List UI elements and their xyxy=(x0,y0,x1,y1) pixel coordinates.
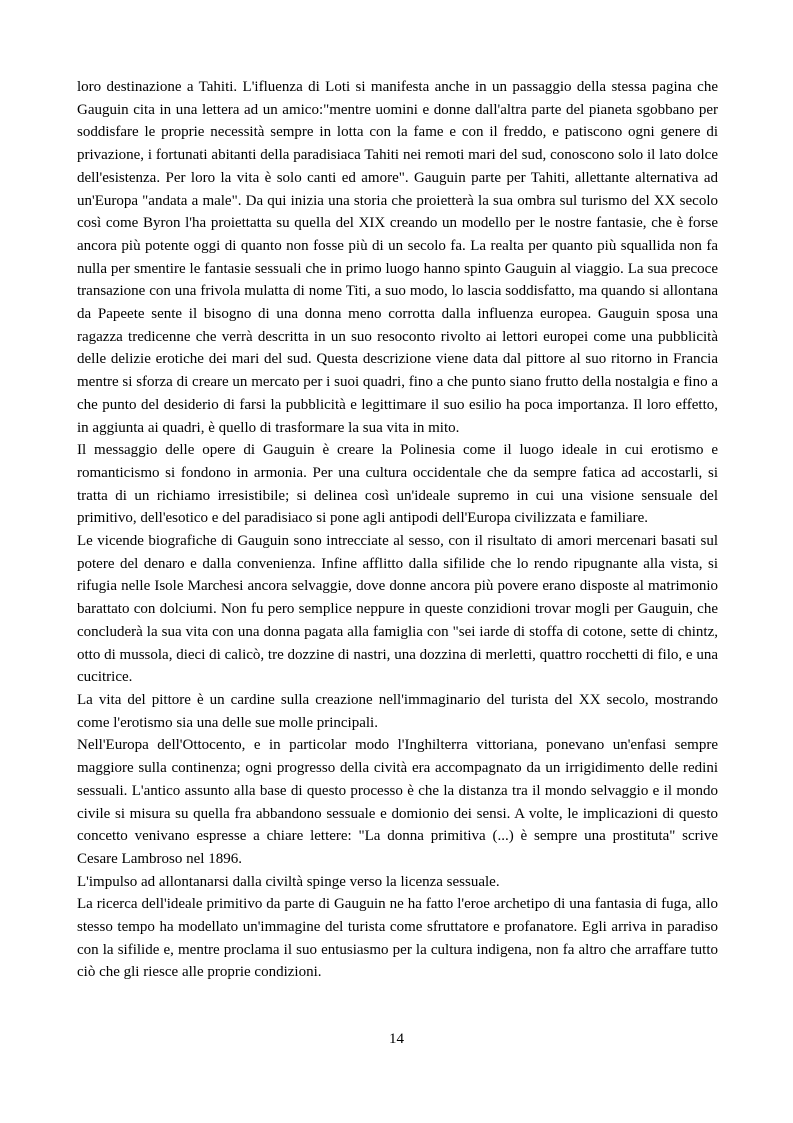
body-text xyxy=(77,76,718,984)
paragraph: L'impulso ad allontanarsi dalla civiltà spinge verso la licenza sessuale. xyxy=(77,873,500,890)
paragraph: Il messaggio delle opere di Gauguin è creare la Polinesia come il luogo ideale in cui erotismo e romanticismo si fondono in armonia. Per una cultura occidentale che da sempre fatica ad accostarli, si tratta di un richiamo irresistibile; si delinea così un'ideale supremo in cui una visione sensuale del primitivo, dell'esotico e del paradisiaco si pone agli antipodi dell'Europa civilizzata e familiare. xyxy=(77,442,718,527)
paragraph: Le vicende biografiche di Gauguin sono intrecciate al sesso, con il risultato di amori mercenari basati sul potere del denaro e dalla convenienza. Infine afflitto dalla sifilide che lo rendo ripugnante alla vista, si rifugia nelle Isole Marchesi ancora selvaggie, dove donne ancora più povere erano disposte al matrimonio barattato con dolciumi. Non fu pero semplice neppure in queste conzidioni trovar mogli per Gauguin, che concluderà la sua vita con una donna pagata alla famiglia con "sei iarde di stoffa di cotone, sette di chintz, otto di mussola, dieci di calicò, tre dozzine di nastri, una dozzina di merletti, quattro rocchetti di filo, e una cucitrice. xyxy=(77,533,718,686)
paragraph: Nell'Europa dell'Ottocento, e in particolar modo l'Inghilterra vittoriana, ponevano un'enfasi sempre maggiore sulla continenza; ogni progresso della cività era accompagnato da un irrigidimento delle redini sessuali. L'antico assunto alla base di questo processo è che la distanza tra il mondo selvaggio e il mondo civile si misura su quella fra abbandono sessuale e domionio dei sensi. A volte, le implicazioni di questo concetto venivano espresse a chiare lettere: "La donna primitiva (...) è sempre una prostituta" scrive Cesare Lambroso nel 1896. xyxy=(77,737,718,867)
paragraph: loro destinazione a Tahiti. L'ifluenza di Loti si manifesta anche in un passaggio della stessa pagina che Gauguin cita in una lettera ad un amico:"mentre uomini e donne dall'altra parte del pianeta sgobbano per soddisfare le proprie necessità sempre in lotta con la fame e con il freddo, e patiscono ogni genere di privazione, i fortunati abitanti della paradisiaca Tahiti nei remoti mari del sud, conoscono solo il lato dolce dell'esistenza. Per loro la vita è solo canti ed amore". Gauguin parte per Tahiti, allettante alternativa ad un'Europa "andata a male". Da qui inizia una storia che proietterà la sua ombra sul turismo del XX secolo così come Byron l'ha proiettatta su quella del XIX creando un modello per le nostre fantasie, che è forse ancora più potente oggi di quanto non fosse più di un secolo fa. La realta per quanto più squallida non fa nulla per smentire le fantasie sessuali che in primo luogo hanno spinto Gauguin al viaggio. La sua precoce transazione con una frivola mulatta di nome Titi, a suo modo, lo lascia soddisfatto, ma quando si allontana da Papeete sente il bisogno di una donna meno corrotta dalla influenza europea. Gauguin sposa una ragazza tredicenne che verrà descritta in un suo resoconto rivolto ai lettori europei come una pubblicità delle delizie erotiche dei mari del sud. Questa descrizione viene data dal pittore al suo ritorno in Francia mentre si sforza di creare un mercato per i suoi quadri, fino a che punto siano frutto della nostalgia e fino a che punto del desiderio di farsi la pubblicità e legittimare il suo esilio ha poca importanza. Il loro effetto, in aggiunta ai quadri, è quello di trasformare la sua vita in mito. xyxy=(77,79,718,436)
page-number: 14 xyxy=(389,1031,404,1047)
paragraph: La ricerca dell'ideale primitivo da parte di Gauguin ne ha fatto l'eroe archetipo di una fantasia di fuga, allo stesso tempo ha modellato un'immagine del turista come sfruttatore e profanatore. Egli arriva in paradiso con la sifilide e, mentre proclama il suo entusiasmo per la cultura indigena, non fa altro che arraffare tutto ciò che gli riesce alle proprie condizioni. xyxy=(77,896,718,981)
paragraph: La vita del pittore è un cardine sulla creazione nell'immaginario del turista del XX secolo, mostrando come l'erotismo sia una delle sue molle principali. xyxy=(77,691,718,731)
